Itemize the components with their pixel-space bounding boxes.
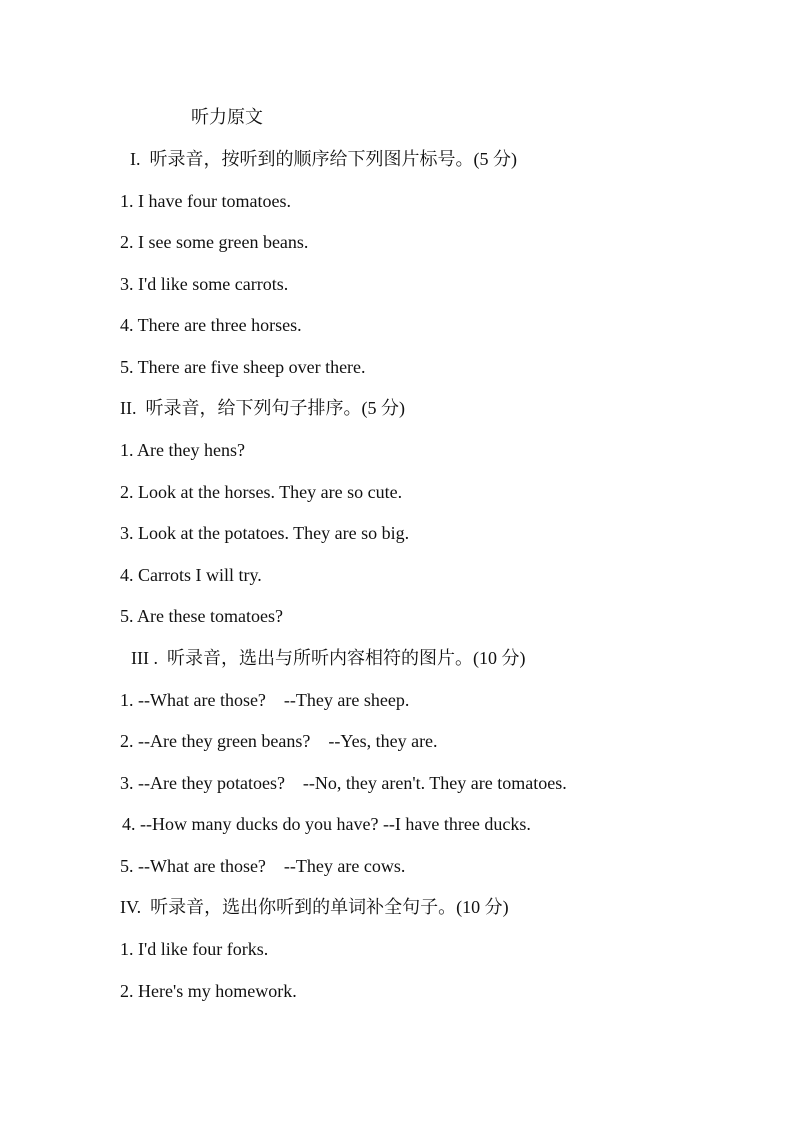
section-heading-2: II. 听录音，给下列句子排序。(5 分): [120, 398, 405, 418]
section-heading-1: I. 听录音，按听到的顺序给下列图片标号。(5 分): [130, 149, 517, 169]
list-item: 4. There are three horses.: [120, 315, 302, 335]
list-item: 2. Look at the horses. They are so cute.: [120, 482, 403, 502]
list-item: 5. There are five sheep over there.: [120, 357, 366, 377]
list-item: 1. --What are those? --They are sheep.: [120, 690, 410, 710]
document-title: 听力原文: [191, 107, 263, 127]
list-item: 1. I have four tomatoes.: [120, 191, 291, 211]
list-item: 3. Look at the potatoes. They are so big.: [120, 523, 410, 543]
list-item: 2. --Are they green beans? --Yes, they are.: [120, 731, 438, 751]
list-item: 1. I'd like four forks.: [120, 939, 269, 959]
list-item: 3. --Are they potatoes? --No, they aren't. They are tomatoes.: [120, 773, 567, 793]
list-item: 1. Are they hens?: [120, 440, 245, 460]
section-heading-3: III . 听录音，选出与所听内容相符的图片。(10 分): [131, 648, 526, 668]
list-item: 3. I'd like some carrots.: [120, 274, 289, 294]
list-item: 2. Here's my homework.: [120, 981, 297, 1001]
list-item: 5. Are these tomatoes?: [120, 606, 283, 626]
list-item: 4. --How many ducks do you have? --I have three ducks.: [122, 814, 531, 834]
list-item: 4. Carrots I will try.: [120, 565, 262, 585]
list-item: 2. I see some green beans.: [120, 232, 309, 252]
list-item: 5. --What are those? --They are cows.: [120, 856, 406, 876]
section-heading-4: IV. 听录音，选出你听到的单词补全句子。(10 分): [120, 897, 509, 917]
